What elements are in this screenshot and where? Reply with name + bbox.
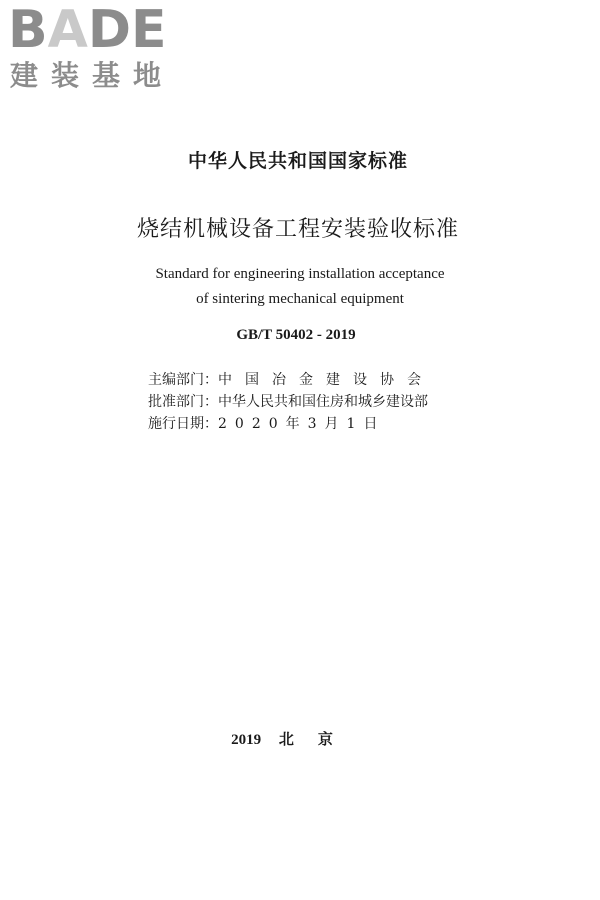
logo-subtitle: 建装基地 xyxy=(10,59,175,92)
footer-city: 北京 xyxy=(278,732,357,748)
logo-wordmark: BADE xyxy=(8,0,167,60)
editor-label: 主编部门： xyxy=(148,372,218,388)
document-title-english xyxy=(0,262,600,312)
title-english-line-2: of sintering mechanical equipment xyxy=(196,291,404,307)
editor-value: 中国冶金建设协会 xyxy=(218,372,434,388)
effective-date-row xyxy=(148,413,434,435)
editor-row xyxy=(148,369,434,391)
effective-date-label: 施行日期： xyxy=(148,416,218,432)
approver-row xyxy=(148,391,434,413)
approver-value: 中华人民共和国住房和城乡建设部 xyxy=(218,394,428,410)
standard-category: 中华人民共和国国家标准 xyxy=(187,150,408,172)
standard-number: GB/T 50402 - 2019 xyxy=(236,327,356,343)
document-title-chinese: 烧结机械设备工程安装验收标准 xyxy=(136,217,459,242)
effective-date-value: 2020年3月1日 xyxy=(218,416,386,432)
bade-logo xyxy=(8,0,178,96)
publication-footer xyxy=(0,728,594,749)
footer-year: 2019 xyxy=(231,732,262,748)
title-english-line-1: Standard for engineering installation acceptance xyxy=(155,266,445,282)
approver-label: 批准部门： xyxy=(148,394,218,410)
publication-info xyxy=(148,369,434,435)
